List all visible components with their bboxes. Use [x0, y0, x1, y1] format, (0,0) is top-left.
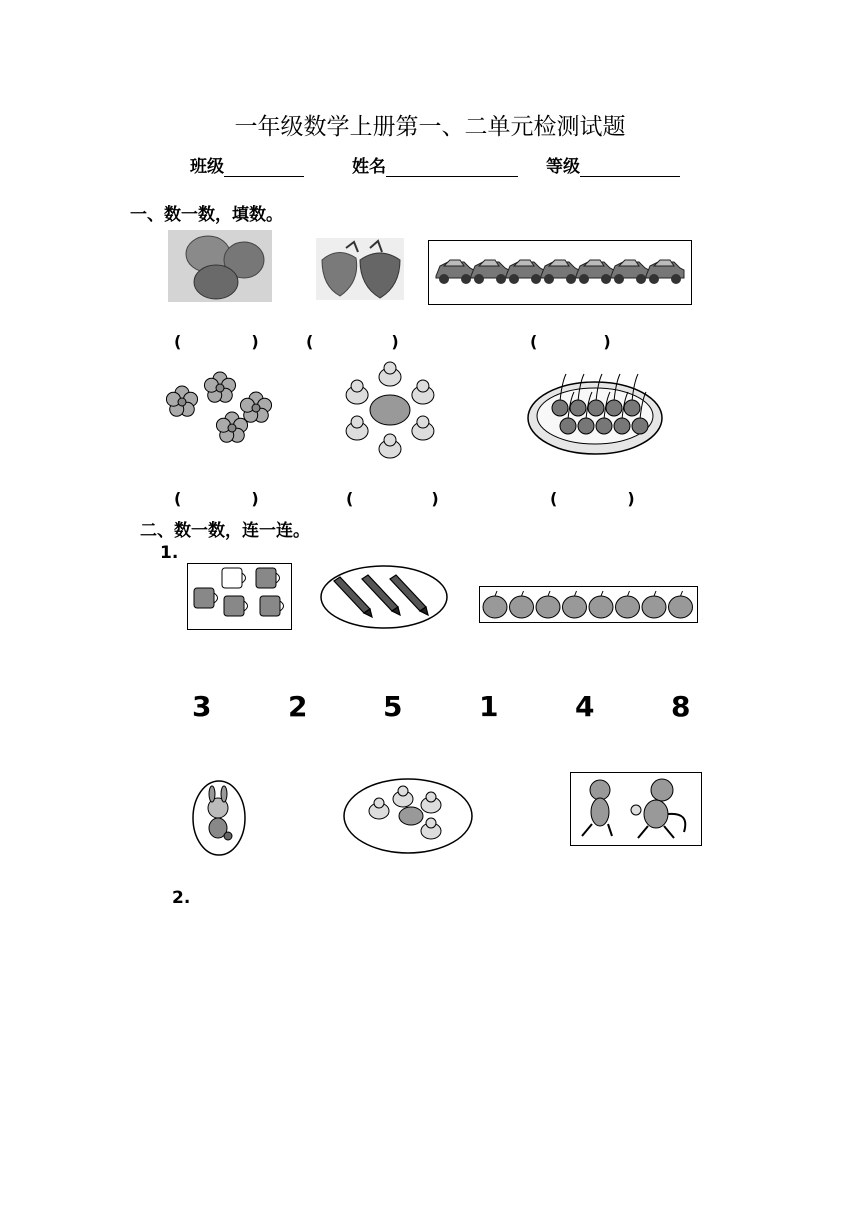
number-option[interactable]: 2	[288, 690, 308, 723]
apple-icon	[669, 591, 693, 618]
chick-icon	[379, 434, 401, 458]
answer-blank-2[interactable]: ( )	[306, 332, 399, 351]
chick-icon	[346, 416, 368, 440]
apple-icon	[563, 591, 587, 618]
name-label: 姓名	[352, 157, 386, 177]
apple-icon[interactable]	[482, 590, 696, 620]
chick-icon	[379, 362, 401, 386]
grade-blank[interactable]	[580, 158, 680, 177]
number-option[interactable]: 1	[479, 690, 499, 723]
chick-icon	[346, 380, 368, 404]
grade-label: 等级	[546, 157, 580, 177]
car-group	[434, 250, 684, 290]
car-icon	[436, 260, 474, 284]
class-label: 班级	[190, 157, 224, 177]
car-icon	[471, 260, 509, 284]
cup-icon	[256, 568, 280, 588]
chick-icon	[412, 380, 434, 404]
cup-icon	[194, 588, 218, 608]
section2-heading: 二、数一数，连一连。	[140, 521, 310, 541]
car-icon	[611, 260, 649, 284]
part1-label: 1.	[160, 543, 179, 563]
answer-blank-4[interactable]: ( )	[174, 489, 259, 508]
number-option[interactable]: 4	[575, 690, 595, 723]
car-icon	[541, 260, 579, 284]
apple-icon	[510, 591, 534, 618]
apple-icon	[642, 591, 666, 618]
grade-field[interactable]	[546, 152, 680, 177]
class-blank[interactable]	[224, 158, 304, 177]
cherry-icon	[526, 372, 664, 456]
monkey-icon[interactable]	[572, 774, 700, 844]
chick-icon	[412, 416, 434, 440]
apple-icon	[589, 591, 613, 618]
name-blank[interactable]	[386, 158, 518, 177]
lemon-icon	[168, 230, 272, 302]
flower-icon	[240, 392, 271, 422]
name-field[interactable]	[352, 152, 518, 177]
cup-icon[interactable]	[190, 566, 290, 628]
cup-icon	[260, 596, 284, 616]
flower-icon	[166, 386, 197, 416]
part2-label: 2.	[172, 888, 191, 908]
number-option[interactable]: 8	[671, 690, 691, 723]
apple-icon	[536, 591, 560, 618]
chick-icon[interactable]	[343, 778, 473, 854]
answer-blank-6[interactable]: ( )	[550, 489, 635, 508]
cup-icon	[222, 568, 246, 588]
chick-icon	[332, 360, 448, 460]
rabbit-icon[interactable]	[192, 780, 246, 856]
apple-icon	[616, 591, 640, 618]
apple-icon	[483, 591, 507, 618]
car-icon	[576, 260, 614, 284]
flower-icon	[216, 412, 247, 442]
flower-icon	[204, 372, 235, 402]
section1-heading: 一、数一数，填数。	[130, 205, 283, 225]
answer-blank-3[interactable]: ( )	[530, 332, 611, 351]
pen-icon[interactable]	[320, 565, 448, 629]
page-title: 一年级数学上册第一、二单元检测试题	[234, 114, 626, 140]
cup-icon	[224, 596, 248, 616]
answer-blank-5[interactable]: ( )	[346, 489, 439, 508]
flower-icon	[164, 372, 276, 446]
number-option[interactable]: 3	[192, 690, 212, 723]
car-icon	[506, 260, 544, 284]
strawberry-icon	[316, 238, 404, 300]
answer-blank-1[interactable]: ( )	[174, 332, 259, 351]
number-option[interactable]: 5	[383, 690, 403, 723]
class-field[interactable]	[190, 152, 304, 177]
car-icon	[646, 260, 684, 284]
